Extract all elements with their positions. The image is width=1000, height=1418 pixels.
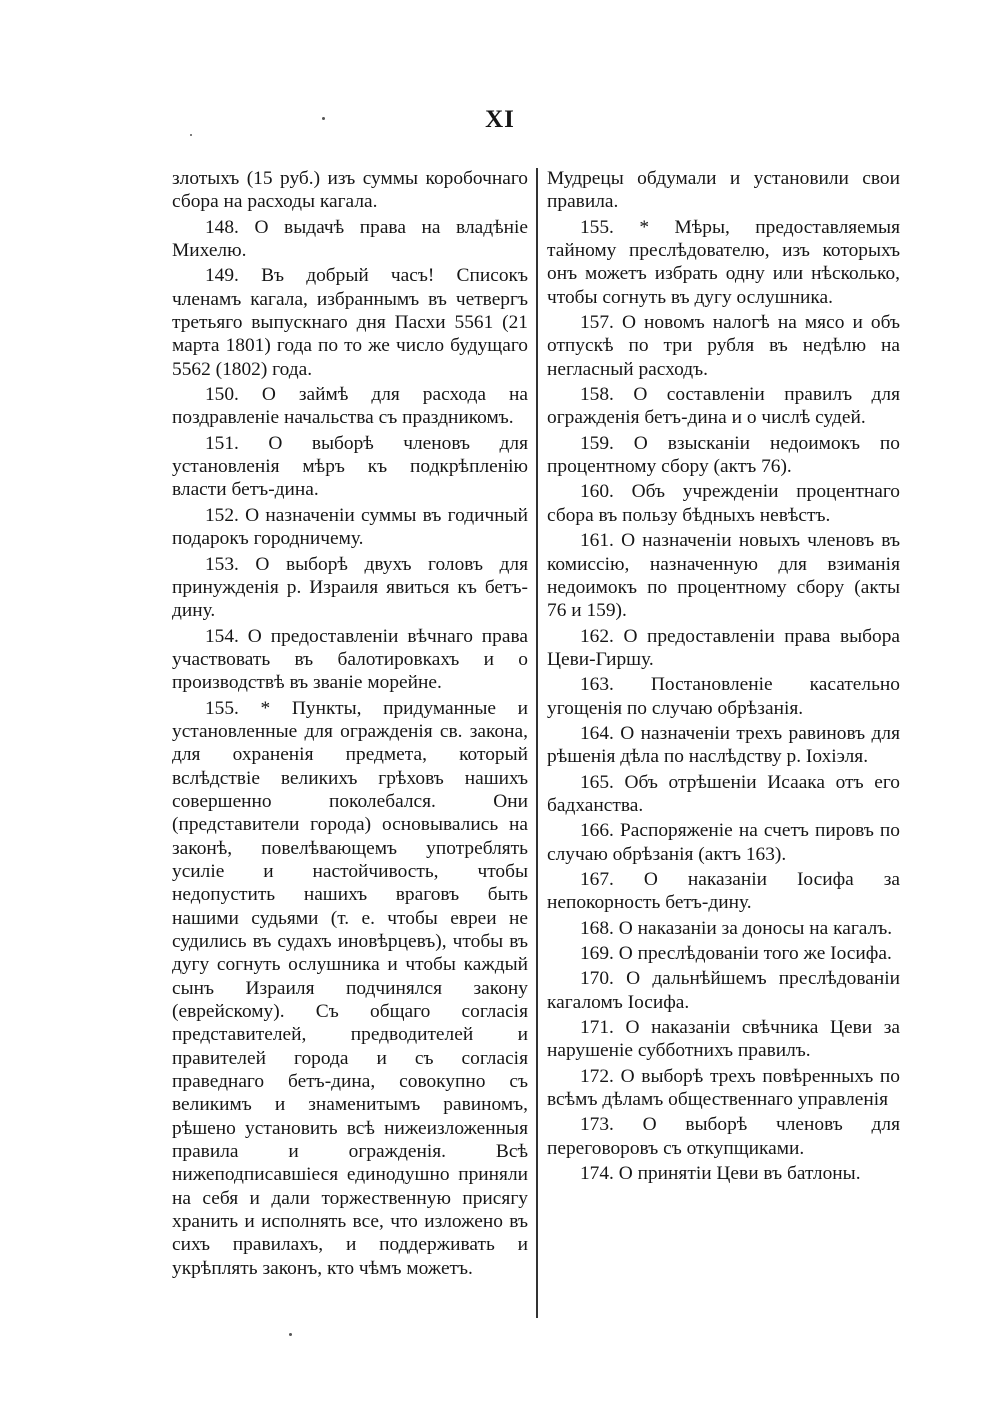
list-item: Мудрецы обдумали и установили свои правила. (547, 168, 900, 213)
list-item: 173. О выборѣ членовъ для переговоровъ съ откупщиками. (547, 1114, 900, 1159)
list-item: 167. О наказаніи Іосифа за непокорность бетъ-дину. (547, 868, 900, 914)
list-item: 152. О назначеніи суммы въ годичный подарокъ городничему. (172, 504, 528, 550)
list-item: 148. О выдачѣ права на владѣніе Михелю. (172, 216, 528, 262)
list-item: 151. О выборѣ членовъ для установленія мѣръ къ подкрѣпленію власти бетъ-дина. (172, 432, 528, 501)
page-number: XI (485, 106, 515, 133)
list-item: 163. Постановленіе касательно угощенія по случаю обрѣзанія. (547, 674, 900, 719)
list-item: 168. О наказаніи за доносы на кагалъ. (579, 917, 893, 939)
list-item: 169. О преслѣдованіи того же Іосифа. (579, 943, 892, 964)
column-divider (536, 168, 538, 1318)
right-column (547, 167, 900, 1187)
list-item: 153. О выборѣ двухъ головъ для принужденія р. Израиля явиться къ бетъ-дину. (172, 553, 528, 622)
list-item: 158. О составленіи правилъ для огражденія бетъ-дина и о числѣ судей. (547, 384, 900, 429)
print-speck (322, 117, 325, 120)
list-item: 155. * Пункты, придуманные и установленные для огражденія св. закона, для охраненія предмета, который вслѣдствіе великихъ грѣховъ нашихъ совершенно поколебался. Они (представители города) основывались на законѣ, повелѣвающемъ употреблять усиліе и настойчивость, чтобы недопустить нашихъ враговъ быть нашими судьями (т. е. чтобы евреи не судились въ судахъ иновѣрцевъ), чтобы въ дугу согнуть ослушника и чтобы каждый сынъ Израиля подчинялся закону (еврейскому). Съ общаго согласія представителей, предводителей и правителей города и съ согласія праведнаго бетъ-дина, совокупно съ великимъ и знаменитымъ равиномъ, рѣшено установить всѣ нижеизложенныя правила и огражденія. Всѣ нижеподписавшіеся единодушно приняли на себя и дали торжественную присягу хранить и исполнять все, что изложено въ сихъ правилахъ, и поддерживать и укрѣплять законъ, кто чѣмъ можетъ. (172, 697, 528, 1279)
print-speck (289, 1333, 292, 1336)
list-item: 171. О наказаніи свѣчника Цеви за нарушеніе субботнихъ правилъ. (547, 1017, 900, 1062)
list-item: 162. О предоставленіи права выбора Цеви-Гиршу. (547, 625, 900, 670)
list-item: 157. О новомъ налогѣ на мясо и объ отпускѣ по три рубля въ недѣлю на негласный расходъ. (547, 312, 900, 380)
list-item: 174. О принятіи Цеви въ батлоны. (579, 1163, 861, 1185)
list-item: 150. О займѣ для расхода на поздравленіе начальства съ праздникомъ. (172, 384, 528, 429)
list-item: 166. Распоряженіе на счетъ пировъ по случаю обрѣзанія (актъ 163). (547, 820, 900, 865)
print-speck (190, 134, 192, 136)
list-item: 149. Въ добрый часъ! Списокъ членамъ кагала, избраннымъ въ четвергъ третьяго выпускнаго дня Пасхи 5561 (21 марта 1801) года по то же число будущаго 5562 (1802) года. (172, 265, 528, 380)
list-item: 172. О выборѣ трехъ повѣренныхъ по всѣмъ дѣламъ общественнаго управленія (547, 1065, 900, 1111)
list-item: 165. Объ отрѣшеніи Исаака отъ его бадханства. (547, 771, 900, 816)
list-item: 161. О назначеніи новыхъ членовъ въ комиссію, назначенную для взиманія недоимокъ по процентному сбору (акты 76 и 159). (547, 530, 900, 622)
list-item: злотыхъ (15 руб.) изъ суммы коробочнаго сбора на расходы кагала. (172, 168, 528, 213)
list-item: 160. Объ учрежденіи процентнаго сбора въ пользу бѣдныхъ невѣстъ. (547, 481, 900, 526)
left-column (172, 167, 528, 1282)
list-item: 170. О дальнѣйшемъ преслѣдованіи кагаломъ Іосифа. (547, 968, 900, 1013)
list-item: 155. * Мѣры, предоставляемыя тайному преслѣдователю, изъ которыхъ онъ можетъ избрать одну или нѣсколько, чтобы согнуть въ дугу ослушника. (547, 216, 900, 308)
list-item: 159. О взысканіи недоимокъ по процентному сбору (актъ 76). (547, 432, 900, 478)
list-item: 164. О назначеніи трехъ равиновъ для рѣшенія дѣла по наслѣдству р. Іохіэля. (547, 722, 900, 768)
list-item: 154. О предоставленіи вѣчнаго права участвовать въ балотировкахъ и о производствѣ въ званіе морейне. (172, 625, 528, 694)
